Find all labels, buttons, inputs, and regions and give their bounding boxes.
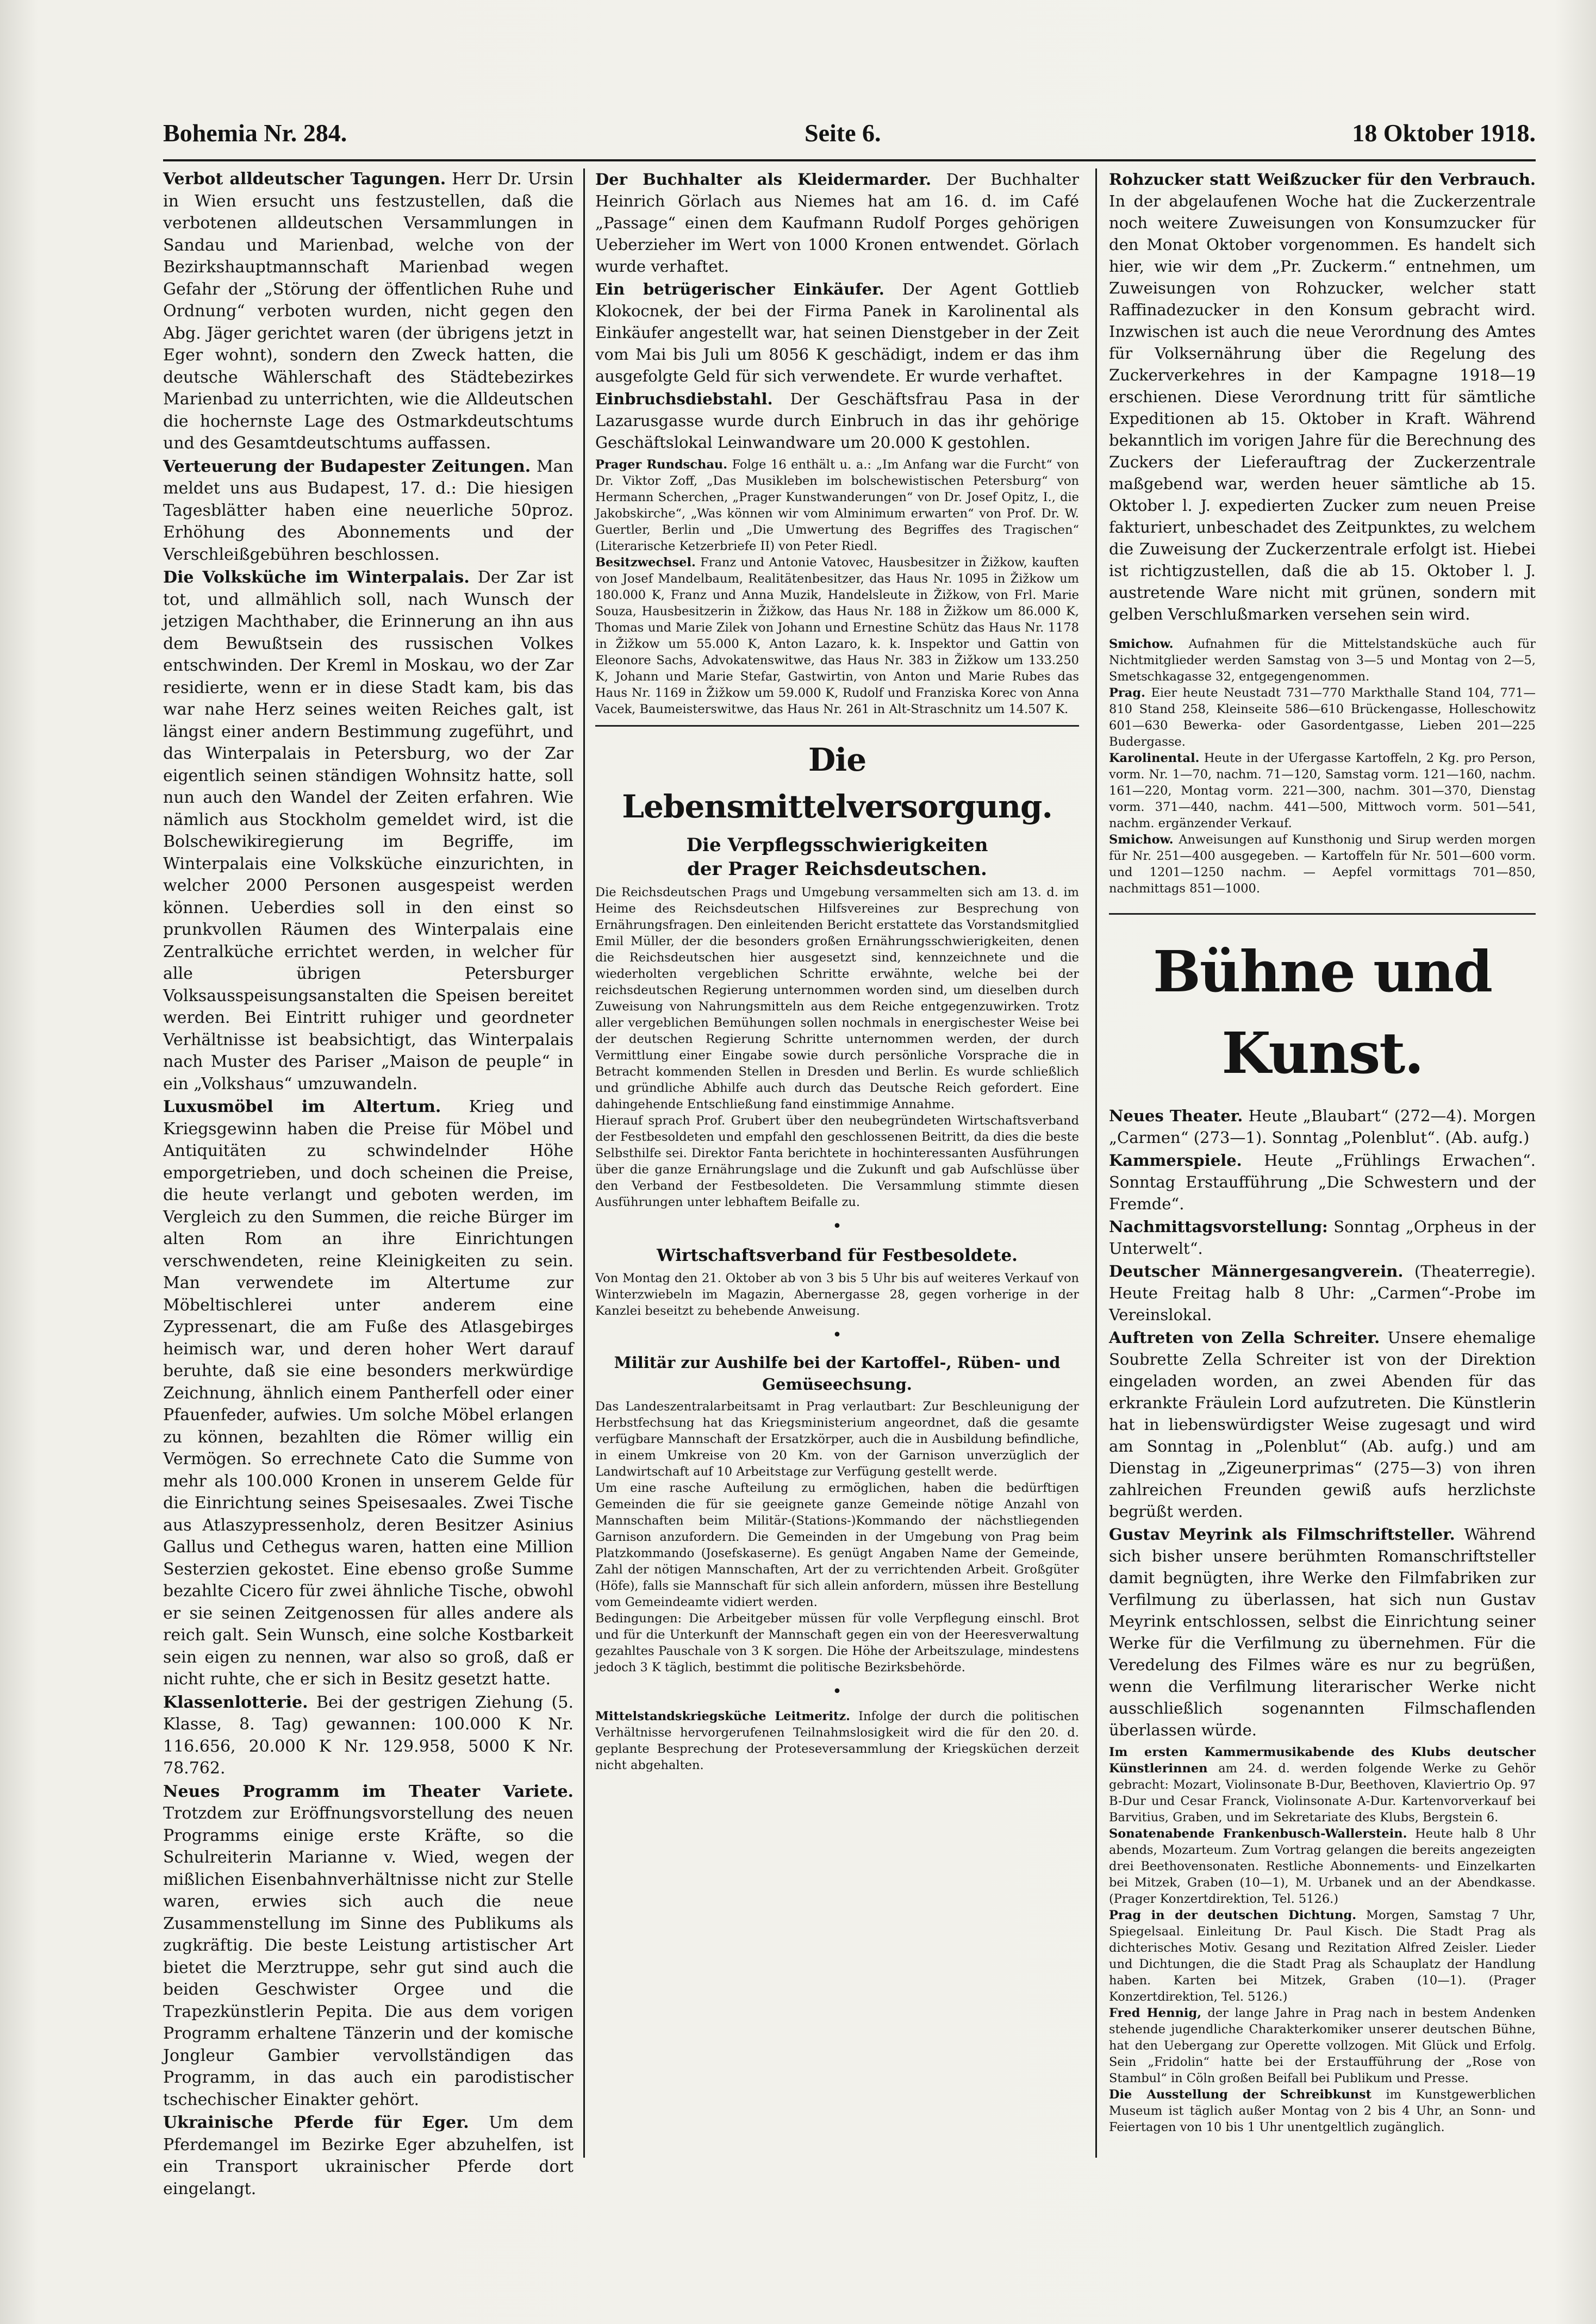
- article: [1109, 1149, 1536, 1215]
- section-heading-buehne: Bühne und Kunst.: [1109, 913, 1536, 1094]
- article-headline: Ein betrügerischer Einkäufer.: [595, 280, 884, 298]
- article-text: In der abgelaufenen Woche hat die Zuckerzentrale noch weitere Zuweisungen von Konsumzucker für den Monat Oktober vorgenommen. Es handelt sich hier, wie wir dem „Pr. Zuckerm.“ entnehmen, um Zuweisungen von Rohzucker, welcher statt Raffinadezucker in den Konsum gebracht wird. Inzwischen ist auch die neue Verordnung des Amtes für Volksernährung über die Regelung des Zuckerverkehres in der Kampagne 1918—19 erschienen. Diese Verordnung tritt für sämtliche Expeditionen ab 15. Oktober in Kraft. Während bekanntlich im vorigen Jahre für die Berechnung des Zuckers der Lieferauftrag der Zuckerzentrale maßgebend war, werden heuer sämtliche ab 15. Oktober l. J. expedierten Zucker zum neuen Preise fakturiert, unbeschadet des Zeitpunktes, zu welchem die Zuweisung der Zuckerzentrale erfolgt ist. Hiebei ist richtigzustellen, daß die ab 15. Oktober l. J. austretende Ware nicht mit grünen, sondern mit gelben Verschlußmarken versehen sein wird.: [1109, 192, 1536, 623]
- article-headline: Kammerspiele.: [1109, 1151, 1242, 1170]
- paragraph: Von Montag den 21. Oktober ab von 3 bis 5 Uhr bis auf weiteres Verkauf von Winterzwiebeln im Magazin, Abernergasse 28, gegen vorherige in der Kanzlei beseitzt zu behebende Anweisung.: [595, 1271, 1079, 1318]
- article: [1109, 1523, 1536, 1741]
- article-headline: Auftreten von Zella Schreiter.: [1109, 1328, 1380, 1347]
- column-divider-2: [1095, 168, 1097, 2158]
- notice-headline: Die Ausstellung der Schreibkunst: [1109, 2088, 1372, 2102]
- article-text: Bei der gestrigen Ziehung (5. Klasse, 8. Tag) gewannen: 100.000 K Nr. 116.656, 20.000 K Nr. 129.958, 5000 K Nr. 78.762.: [163, 1692, 573, 1778]
- article: [163, 1096, 573, 1691]
- article-text: (Theaterregie). Heute Freitag halb 8 Uhr: „Carmen“-Probe im Vereinslokal.: [1109, 1262, 1536, 1324]
- subheading: der Prager Reichsdeutschen.: [687, 858, 987, 880]
- article: [163, 567, 573, 1095]
- article-headline: Der Buchhalter als Kleidermarder.: [595, 170, 932, 189]
- notice-headline: Smichow.: [1109, 833, 1174, 847]
- article-headline: Die Volksküche im Winterpalais.: [163, 568, 470, 587]
- small-print-block: [595, 457, 1079, 717]
- article-headline: Ukrainische Pferde für Eger.: [163, 2113, 469, 2132]
- article-headline: Einbruchsdiebstahl.: [595, 390, 773, 408]
- small-print-block: [595, 1398, 1079, 1676]
- article-headline: Deutscher Männergesangverein.: [1109, 1262, 1404, 1280]
- separator-dot: •: [832, 1326, 842, 1345]
- article-text: Heute „Frühlings Erwachen“. Sonntag Erstaufführung „Die Schwestern und der Fremde“.: [1109, 1151, 1536, 1213]
- notice-headline: Karolinental.: [1109, 751, 1200, 765]
- article-headline: Nachmittagsvorstellung:: [1109, 1217, 1328, 1236]
- article-headline: Rohzucker statt Weißzucker für den Verbrauch.: [1109, 170, 1536, 189]
- article-headline: Neues Programm im Theater Variete.: [163, 1782, 573, 1801]
- notice-headline: Prag in der deutschen Dichtung.: [1109, 1908, 1357, 1922]
- column-1: [163, 168, 573, 2198]
- notice-headline: Smichow.: [1109, 637, 1174, 651]
- article: [595, 388, 1079, 453]
- paragraph: Hierauf sprach Prof. Grubert über den neubegründeten Wirtschaftsverband der Festbesoldeten und empfahl den geschlossenen Beitritt, da dies die beste Selbsthilfe sei. Direktor Fanta berichtete in hochinteressanten Ausführungen über die ganze Ernährungslage und die Zukunft und gab Aufschlüsse über den Verband der Festbesoldeten. Die Versammlung stimmte diesen Ausführungen unter lebhaftem Beifalle zu.: [595, 1114, 1079, 1209]
- article-text: Heute „Blaubart“ (272—4). Morgen „Carmen“ (273—1). Sonntag „Polenblut“. (Ab. aufg.): [1109, 1107, 1536, 1147]
- notice-headline: Sonatenabende Frankenbusch-Wallerstein.: [1109, 1827, 1407, 1841]
- notice-text: Aufnahmen für die Mittelstandsküche auch für Nichtmitglieder werden Samstag von 3—5 und Montag von 2—5, Smetschkagasse 32, entgegengenommen.: [1109, 637, 1536, 684]
- small-print-block: [595, 884, 1079, 1210]
- section-heading-lebensmittel: Die Lebensmittelversorgung.: [595, 725, 1079, 830]
- article: [163, 168, 573, 455]
- article-text: Um dem Pferdemangel im Bezirke Eger abzuhelfen, ist ein Transport ukrainischer Pferde dort eingelangt.: [163, 2113, 573, 2198]
- article-text: Der Zar ist tot, und allmählich soll, nach Wunsch der jetzigen Machthaber, die Erinnerung an ihn aus dem Bewußtsein des russischen Volkes entschwinden. Der Kreml in Moskau, wo der Zar residierte, wenn er in diese Stadt kam, bis das war nahe Herz seines weiten Reiches galt, ist längst einer andern Bestimmung zugeführt, und das Winterpalais in Petersburg, wo der Zar eigentlich seinen ständigen Wohnsitz hatte, soll nun auch den Wandel der Zeiten erfahren. Wie nämlich aus Stockholm gemeldet wird, ist die Bolschewikiregierung im Begriffe, im Winterpalais eine Volksküche einzurichten, in welcher 2000 Personen ausgespeist werden können. Ueberdies soll in den einst so prunkvollen Räumen des Winterpalais eine Zentralküche errichtet werden, in welcher für alle übrigen Petersburger Volksausspeisungsanstalten die Speisen bereitet werden. Bei Eintritt ruhiger und geordneter Verhältnisse ist beabsichtigt, das Winterpalais nach Muster des Pariser „Maison de peuple“ in ein „Volkshaus“ umzuwandeln.: [163, 568, 573, 1094]
- column-2: [595, 168, 1079, 2174]
- article-text: Trotzdem zur Eröffnungsvorstellung des neuen Programms einige erste Kräfte, so die Schulreiterin Marianne v. Wied, wegen der mißlichen Eisenbahnverhältnisse nicht zur Stelle waren, erwies sich auch die neue Zusammenstellung im Sinne des Publikums als zugkräftig. Die beste Leistung artistischer Art bietet die Merztruppe, sehr gut sind auch die beiden Geschwister Orgee und die Trapezkünstlerin Pepita. Die aus dem vorigen Programm erhaltene Tänzerin und der komische Jongleur Gambier vervollständigen das Programm, in das auch ein parodistischer tschechischer Einakter gehört.: [163, 1804, 573, 2109]
- article-headline: Gustav Meyrink als Filmschriftsteller.: [1109, 1525, 1455, 1544]
- notice-text: der lange Jahre in Prag nach in bestem Andenken stehende jugendliche Charakterkomiker unserer deutschen Bühne, hat den Uebergang zur Operette vollzogen. Mit Glück und Erfolg. Sein „Fridolin“ hatte bei der Erstaufführung der „Rose von Stambul“ in Cöln großen Beifall bei Publikum und Presse.: [1109, 2006, 1536, 2085]
- article-text: Während sich bisher unsere berühmten Romanschriftsteller damit begnügten, ihre Werke den Filmfabriken zur Verfilmung zu überlassen, hat sich nun Gustav Meyrink entschlossen, selbst die Einrichtung seiner Werke für die Verfilmung zu übernehmen. Für die Veredelung des Filmes wäre es nur zu begrüßen, wenn die Verfilmung literarischer Werke nicht ausschließlich sogenannten Filmschaflenden überlassen würde.: [1109, 1525, 1536, 1739]
- notice-headline: Im ersten Kammermusikabende des Klubs deutscher Künstlerinnen: [1109, 1745, 1536, 1776]
- subheading: Die Verpflegsschwierigkeiten: [686, 834, 988, 856]
- article: [595, 278, 1079, 387]
- notice-text: Morgen, Samstag 7 Uhr, Spiegelsaal. Einleitung Dr. Paul Kisch. Die Stadt Prag als dichterisches Motiv. Gesang und Rezitation Alfred Zeisler. Lieder und Dichtungen, die die Stadt Prag als Schauplatz der Handlung haben. Karten bei Mitzek, Graben (10—1). (Prager Konzertdirektion, Tel. 5126.): [1109, 1908, 1536, 2004]
- separator-dot: •: [832, 1217, 842, 1236]
- notice-headline: Prager Rundschau.: [595, 458, 728, 472]
- article: [163, 1692, 573, 1780]
- article: [163, 456, 573, 566]
- article-text: Der Geschäftsfrau Pasa in der Lazarusgasse wurde durch Einbruch in das ihr gehörige Geschäftslokal Leinwandware um 20.000 K gestohlen.: [595, 390, 1079, 452]
- small-print-block: [1109, 636, 1536, 897]
- article-headline: Verteuerung der Budapester Zeitungen.: [163, 457, 531, 476]
- header-rule: [163, 159, 1536, 161]
- notice-text: am 24. d. werden folgende Werke zu Gehör gebracht: Mozart, Violinsonate B-Dur, Beethoven, Klaviertrio Op. 97 B-Dur und Cesar Franck, Violinsonate A-Dur. Kartenvorverkauf bei Barvitius, Graben, und im Sekretariate des Klubs, Bergstein 6.: [1109, 1761, 1536, 1825]
- article-text: Herr Dr. Ursin in Wien ersucht uns festzustellen, daß die verbotenen alldeutschen Versammlungen in Sandau und Marienbad, welche von der Bezirkshauptmannschaft Marienbad wegen Gefahr der „Störung der öffentlichen Ruhe und Ordnung“ verboten wurden, nicht gegen den Abg. Jäger gerichtet waren (der übrigens jetzt in Eger wohnt), sondern den Zweck hatten, die deutsche Wählerschaft des Städtebezirkes Marienbad zu unterrichten, wie die Alldeutschen die hochernste Lage des Ostmarkdeutschtums und des Gesamtdeutschtums auffassen.: [163, 170, 573, 453]
- column-3: [1109, 168, 1536, 2174]
- issue-date: 18 Oktober 1918.: [1352, 119, 1536, 147]
- notice-headline: Fred Hennig,: [1109, 2006, 1202, 2020]
- paragraph: Die Reichsdeutschen Prags und Umgebung versammelten sich am 13. d. im Heime des Reichsdeutschen Hilfsvereines zur Besprechung von Ernährungsfragen. Den einleitenden Bericht erstattete das Vorstandsmitglied Emil Müller, der die besonders großen Ernährungsschwierigkeiten, denen die Reichsdeutschen hier ausgesetzt sind, kennzeichnete und die wiederholten vergeblichen Schritte erwähnte, welche bei der reichsdeutschen Regierung unternommen worden sind, um dieselben durch Zuweisung von Nahrungsmitteln aus dem Reiche entgegenzuwirken. Trotz aller vergeblichen Bemühungen sollen nochmals in energischester Weise bei der deutschen Regierung Schritte unternommen werden, der durch Vermittlung einer Eingabe sowie durch persönliche Vorsprache die in Betracht kommenden Stellen in Dresden und Berlin. Es wurde schließlich und gründliche Abhilfe auch durch das Deutsche Reich gefordert. Eine dahingehende Entschließung fand einstimmige Annahme.: [595, 885, 1079, 1111]
- article-headline: Neues Theater.: [1109, 1107, 1243, 1125]
- notice-text: Heute in der Ufergasse Kartoffeln, 2 Kg. pro Person, vorm. Nr. 1—70, nachm. 71—120, Samstag vorm. 121—160, nachm. 161—220, Montag vorm. 221—300, nachm. 301—370, Dienstag vorm. 371—440, nachm. 441—500, Mittwoch vorm. 501—541, nachm. ergänzender Verkauf.: [1109, 751, 1536, 830]
- article: [595, 168, 1079, 277]
- small-print-block: [595, 1270, 1079, 1319]
- paragraph: Um eine rasche Aufteilung zu ermöglichen, haben die bedürftigen Gemeinden die für sie geeignete ganze Gemeinde nötige Anzahl von Mannschaften beim Militär-(Stations-)Kommando der nächstliegenden Garnison anzufordern. Die Gemeinden in der Umgebung von Prag beim Platzkommando (Josefskaserne). Es genügt Angaben Name der Gemeinde, Zahl der nötigen Mannschaften, Art der zu verrichtenden Arbeit. Großgüter (Höfe), falls sie Mannschaft für sich allein anfordern, müssen ihre Bestellung vom Gemeindeamte vidiert werden.: [595, 1481, 1079, 1609]
- notice-text: Anweisungen auf Kunsthonig und Sirup werden morgen für Nr. 251—400 ausgegeben. — Kartoffeln für Nr. 501—600 vorm. und 1201—1250 nachm. — Aepfel vormittags 701—850, nachmittags 851—1000.: [1109, 833, 1536, 896]
- article: [1109, 1327, 1536, 1522]
- article-text: Krieg und Kriegsgewinn haben die Preise für Möbel und Antiquitäten zu schwindelnder Höhe emporgetrieben, und doch scheinen die Preise, die heute verlangt und geboten werden, im Vergleich zu den Summen, die reiche Bürger im alten Rom an ihre Einrichtungen verschwendeten, reine Kleinigkeiten zu sein. Man verwendete im Altertume zur Möbeltischlerei unter anderem eine Zypressenart, die am Fuße des Atlasgebirges heimisch war, und deren hoher Wert darauf beruhte, daß sie eine besonders merkwürdige Zeichnung, ähnlich einem Pantherfell oder einer Pfauenfeder, aufwies. Um solche Möbel erlangen zu können, bezahlten die Römer willig ein Vermögen. So errechnete Cato die Summe von mehr als 100.000 Kronen in unserem Gelde für die Einrichtung seines Speisesaales. Zwei Tische aus Atlaszypressenholz, deren Besitzer Asinius Gallus und Cethegus waren, hatten eine Million Sesterzien gekostet. Eine ebenso große Summe bezahlte Cicero für zwei ähnliche Tische, obwohl er sie seinen Zeitgenossen für alles andere als reich galt. Sein Wunsch, eine solche Kostbarkeit sein eigen zu nennen, war also so groß, daß er nicht ruhte, che er sich in Besitz gesetzt hatte.: [163, 1097, 573, 1689]
- paragraph: Bedingungen: Die Arbeitgeber müssen für volle Verpflegung einschl. Brot und für die Unterkunft der Mannschaft gegen ein von der Heeresverwaltung gezahltes Pauschale von 3 K sorgen. Die Höhe der Arbeitszulage, mindestens jedoch 3 K täglich, bestimmt die politische Bezirksbehörde.: [595, 1611, 1079, 1675]
- page-number: Seite 6.: [805, 119, 881, 147]
- article: [1109, 1260, 1536, 1326]
- notice-text: Infolge der durch die politischen Verhältnisse hervorgerufenen Teilnahmslosigkeit wird die für den 20. d. geplante Besprechung der Proteseversammlung der Kriegsküchen derzeit nicht abgehalten.: [595, 1709, 1080, 1772]
- page-header: [163, 118, 1536, 157]
- article: [1109, 168, 1536, 625]
- notice-text: Franz und Antonie Vatovec, Hausbesitzer in Žižkow, kauften von Josef Mandelbaum, Realitätenbesitzer, das Haus Nr. 1095 in Žižkow um 180.000 K, Franz und Anna Muzik, Handelsleute in Žižkow, von Frl. Marie Souza, Hausbesitzerin in Žižkow, das Haus Nr. 188 in Žižkow um 86.000 K, Thomas und Marie Zilek von Johann und Ernestine Schütz das Haus Nr. 1178 in Žižkow um 55.000 K, Anton Lazaro, k. k. Inspektor und Gattin von Eleonore Sachs, Advokatenswitwe, das Haus Nr. 383 in Žižkow um 133.250 K, Johann und Marie Stefar, Gastwirtin, von Anton und Marie Rubes das Haus Nr. 1169 in Žižkow um 59.000 K, Rudolf und Franziska Korec von Anna Vacek, Baumeisterswitwe, das Haus Nr. 261 in Alt-Straschnitz um 14.507 K.: [595, 555, 1079, 716]
- article: [1109, 1105, 1536, 1148]
- notice-text: Eier heute Neustadt 731—770 Markthalle Stand 104, 771—810 Stand 258, Kleinseite 586—610 Brückengasse, Holleschowitz 601—630 Bewerka- oder Gasordentgasse, Lieben 201—225 Budergasse.: [1109, 686, 1536, 749]
- article-headline: Klassenlotterie.: [163, 1692, 308, 1712]
- paper-name-issue: Bohemia Nr. 284.: [163, 119, 347, 147]
- small-print-block: [595, 1708, 1079, 1773]
- article-text: Sonntag „Orpheus in der Unterwelt“.: [1109, 1217, 1536, 1258]
- paragraph: Das Landeszentralarbeitsamt in Prag verlautbart: Zur Beschleunigung der Herbstfechsung hat das Kriegsministerium angeordnet, daß die gesamte verfügbare Mannschaft der Ersatzkörper, auch die in Ausbildung befindliche, in einem Umkreise von 20 Km. von der Garnison unverzüglich der Landwirtschaft auf 10 Arbeitstage zur Verfügung gestellt werde.: [595, 1400, 1079, 1479]
- subheading: Wirtschaftsverband für Festbesoldete.: [657, 1246, 1018, 1265]
- article-headline: Verbot alldeutscher Tagungen.: [163, 170, 446, 189]
- article-text: Der Buchhalter Heinrich Görlach aus Niemes hat am 16. d. im Café „Passage“ einen dem Kaufmann Rudolf Porges gehörigen Ueberzieher im Wert von 1000 Kronen entwendet. Görlach wurde verhaftet.: [595, 170, 1080, 276]
- small-print-block: [1109, 1744, 1536, 2135]
- subheading: Militär zur Aushilfe bei der Kartoffel-, Rüben- und Gemüseechsung.: [614, 1353, 1061, 1394]
- article: [163, 2112, 573, 2200]
- notice-text: im Kunstgewerblichen Museum ist täglich außer Montag von 2 bis 4 Uhr, an Sonn- und Feiertagen von 10 bis 1 Uhr unentgeltlich zugänglich.: [1109, 2088, 1536, 2134]
- separator-dot: •: [832, 1682, 842, 1701]
- article: [163, 1781, 573, 2111]
- notice-text: Heute halb 8 Uhr abends, Mozarteum. Zum Vortrag gelangen die bereits angezeigten drei Beethovensonaten. Restliche Abonnements- und Einzelkarten bei Mitzek, Graben (10—1), M. Urbanek und an der Abendkasse. (Prager Konzertdirektion, Tel. 5126.): [1109, 1827, 1536, 1906]
- article-headline: Luxusmöbel im Altertum.: [163, 1097, 441, 1116]
- column-divider-1: [583, 168, 585, 2158]
- article-text: Man meldet uns aus Budapest, 17. d.: Die hiesigen Tagesblätter haben eine neuerliche 50proz. Erhöhung des Abonnements und der Verschleißgebühren beschlossen.: [163, 457, 573, 564]
- article: [1109, 1216, 1536, 1259]
- notice-headline: Besitzwechsel.: [595, 555, 696, 570]
- article-text: Der Agent Gottlieb Klokocnek, der bei der Firma Panek in Karolinental als Einkäufer angestellt war, hat seinen Dienstgeber in der Zeit vom Mai bis Juli um 8056 K geschädigt, indem er das ihm ausgefolgte Geld für sich verwendete. Er wurde verhaftet.: [595, 280, 1080, 385]
- notice-headline: Mittelstandskriegsküche Leitmeritz.: [595, 1709, 850, 1723]
- notice-text: Folge 16 enthält u. a.: „Im Anfang war die Furcht“ von Dr. Viktor Zoff, „Das Musikleben im bolschewistischen Petersburg“ von Hermann Scherchen, „Prager Kunstwanderungen“ von Dr. Josef Opitz, I., die Jakobskirche“, „Was können wir vom Alminimum erwarten“ von Prof. Dr. W. Guertler, Berlin und „Die Umwertung des Begriffes des Tragischen“ (Literarische Ketzerbriefe II) von Peter Riedl.: [595, 458, 1079, 553]
- notice-headline: Prag.: [1109, 686, 1145, 700]
- article-text: Unsere ehemalige Soubrette Zella Schreiter ist von der Direktion eingeladen worden, an zwei Abenden für das erkrankte Fräulein Lord aufzutreten. Die Künstlerin hat in liebenswürdigster Weise zugesagt und wird am Sonntag in „Polenblut“ (Ab. aufg.) und am Dienstag in „Zigeunerprimas“ (275—3) von ihren zahlreichen Freunden gewiß aufs herzlichste begrüßt werden.: [1109, 1328, 1536, 1521]
